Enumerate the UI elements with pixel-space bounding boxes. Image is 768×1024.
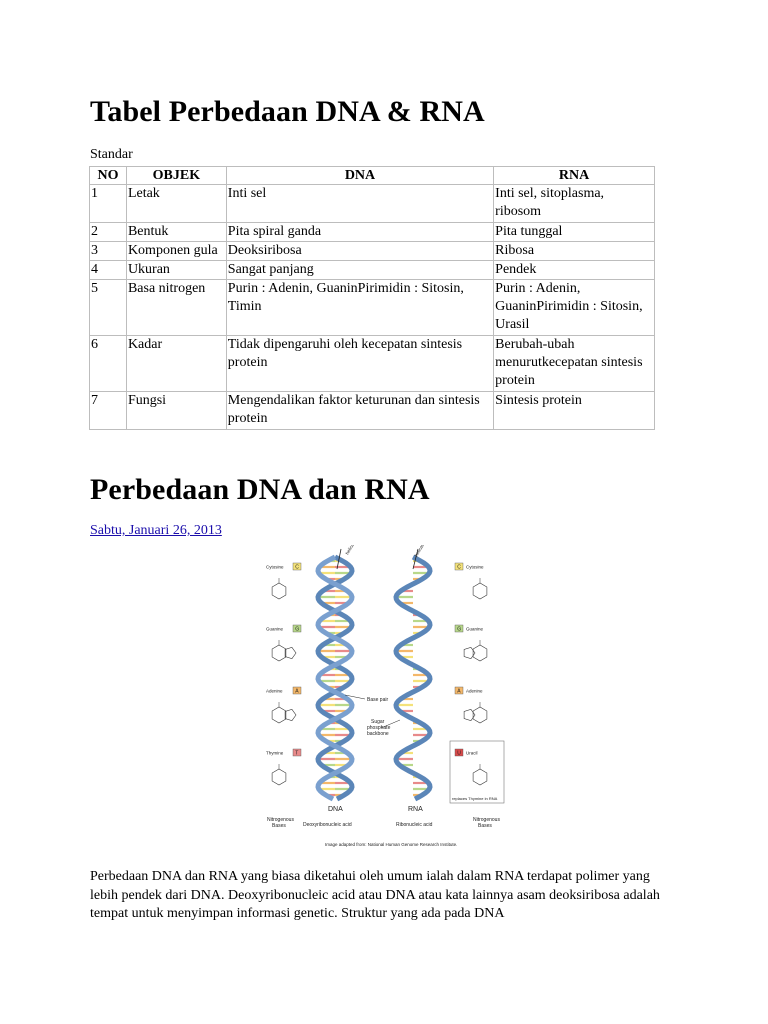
cell-dna: Deoksiribosa	[226, 242, 493, 261]
header-dna: DNA	[226, 167, 493, 185]
cell-rna: Pita tunggal	[494, 223, 655, 242]
cell-objek: Fungsi	[126, 392, 226, 430]
section-title: Perbedaan DNA dan RNA	[90, 473, 430, 506]
rna-label: RNA	[408, 806, 423, 813]
left-base-code: C	[295, 564, 299, 571]
rna-full-label: Ribonucleic acid	[396, 822, 433, 828]
cell-rna: Berubah-ubah menurutkecepatan sintesis protein	[494, 336, 655, 392]
cell-rna: Ribosa	[494, 242, 655, 261]
helicase-label-dna: helicase	[344, 545, 358, 556]
table-row	[90, 223, 655, 242]
helicase-label-rna: helicase	[413, 545, 427, 558]
cell-no: 3	[90, 242, 127, 261]
cell-no: 6	[90, 336, 127, 392]
cell-no: 4	[90, 261, 127, 280]
image-credit: Image adapted from: National Human Genome Research Institute.	[325, 842, 458, 847]
table-body	[90, 185, 655, 430]
body-paragraph: Perbedaan DNA dan RNA yang biasa diketahui oleh umum ialah dalam RNA terdapat polimer yang lebih pendek dari DNA. Deoxyribonucleic acid atau DNA atau kata lainnya asam deoksiribosa adalah tempat untuk menyimpan informasi genetic. Struktur yang ada pada DNA	[90, 869, 660, 921]
table-row	[90, 185, 655, 223]
cell-dna: Pita spiral ganda	[226, 223, 493, 242]
left-base-name: Cytosine	[266, 564, 284, 570]
replaces-label: replaces Thymine in RNA	[452, 796, 498, 801]
dna-label: DNA	[328, 806, 343, 813]
comparison-table	[89, 166, 655, 430]
right-caption-1: Nitrogenous	[473, 817, 500, 823]
left-base-code: A	[295, 688, 299, 695]
right-caption-2: Bases	[478, 823, 492, 829]
cell-no: 1	[90, 185, 127, 223]
right-base-code: U	[457, 750, 461, 757]
header-objek: OBJEK	[126, 167, 226, 185]
header-rna: RNA	[494, 167, 655, 185]
cell-dna: Mengendalikan faktor keturunan dan sintesis protein	[226, 392, 493, 430]
right-base-code: A	[457, 688, 461, 695]
cell-objek: Komponen gula	[126, 242, 226, 261]
right-base-name: Adenine	[466, 688, 483, 694]
left-base-name: Adenine	[266, 688, 283, 694]
left-base-name: Thymine	[266, 750, 284, 756]
table-row	[90, 242, 655, 261]
header-no: NO	[90, 167, 127, 185]
table-row	[90, 261, 655, 280]
post-date-link[interactable]: Sabtu, Januari 26, 2013	[90, 523, 222, 538]
backbone-label-2: phosphate	[367, 725, 391, 731]
cell-objek: Bentuk	[126, 223, 226, 242]
cell-objek: Letak	[126, 185, 226, 223]
left-base-code: G	[295, 626, 300, 633]
left-base-code: T	[295, 750, 299, 757]
left-caption-2: Bases	[272, 823, 286, 829]
cell-no: 5	[90, 280, 127, 336]
backbone-label-3: backbone	[367, 731, 389, 737]
cell-objek: Ukuran	[126, 261, 226, 280]
cell-objek: Basa nitrogen	[126, 280, 226, 336]
dna-rna-diagram	[255, 545, 509, 851]
cell-dna: Tidak dipengaruhi oleh kecepatan sintesis protein	[226, 336, 493, 392]
cell-rna: Pendek	[494, 261, 655, 280]
right-base-code: C	[457, 564, 461, 571]
right-base-name: Uracil	[466, 750, 478, 756]
page-title: Tabel Perbedaan DNA & RNA	[90, 95, 485, 128]
right-base-code: G	[457, 626, 462, 633]
cell-objek: Kadar	[126, 336, 226, 392]
dna-full-label: Deoxyribonucleic acid	[303, 822, 352, 828]
right-base-name: Guanine	[466, 626, 484, 632]
cell-dna: Inti sel	[226, 185, 493, 223]
cell-no: 2	[90, 223, 127, 242]
table-header-row	[90, 167, 655, 185]
left-base-name: Guanine	[266, 626, 284, 632]
cell-no: 7	[90, 392, 127, 430]
left-caption-1: Nitrogenous	[267, 817, 294, 823]
dna-rna-figure	[255, 545, 509, 851]
table-caption: Standar	[90, 147, 133, 162]
cell-rna: Sintesis protein	[494, 392, 655, 430]
backbone-label-1: Sugar	[371, 719, 385, 725]
cell-rna: Purin : Adenin, GuaninPirimidin : Sitosin, Urasil	[494, 280, 655, 336]
table-row	[90, 280, 655, 336]
cell-dna: Purin : Adenin, GuaninPirimidin : Sitosin, Timin	[226, 280, 493, 336]
cell-rna: Inti sel, sitoplasma, ribosom	[494, 185, 655, 223]
table-row	[90, 336, 655, 392]
cell-dna: Sangat panjang	[226, 261, 493, 280]
table-row	[90, 392, 655, 430]
right-base-name: Cytosine	[466, 564, 484, 570]
base-pair-label: Base pair	[367, 697, 389, 703]
